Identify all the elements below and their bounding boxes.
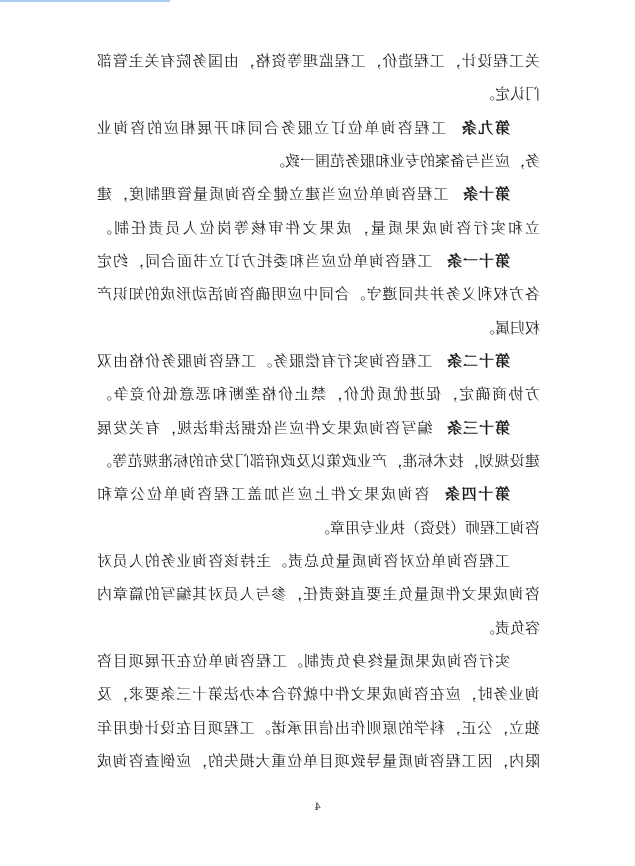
text-line: 关工程设计，工程造价，工程监理等资格，由国务院有关主管部 bbox=[97, 52, 540, 70]
article-line-13 bbox=[97, 412, 540, 445]
article-text: 工程咨询实行有偿服务。工程咨询服务价格由双 bbox=[97, 351, 433, 370]
article-heading: 第十一条 bbox=[445, 251, 510, 270]
article-heading: 第十三条 bbox=[445, 418, 510, 437]
article-line-14 bbox=[97, 478, 540, 511]
text-line: 方协商确定，促进优质优价，禁止价格垄断和恶意低价竞争。 bbox=[97, 385, 540, 404]
text-line: 权归属。 bbox=[479, 318, 540, 337]
article-heading: 第十条 bbox=[461, 185, 510, 204]
text-line: 建设规划，技术标准，产业政策以及政府部门发布的标准规范等。 bbox=[97, 451, 540, 470]
article-text: 工程咨询单位应当建立健全咨询质量管理制度，建 bbox=[97, 185, 449, 204]
scan-edge-mark bbox=[0, 0, 170, 2]
text-line: 立和实行咨询成果质量，成果文件审核等岗位人员责任制。 bbox=[97, 218, 540, 237]
text-line: 容负责。 bbox=[479, 618, 540, 637]
article-text: 工程咨询单位应当和委托方订立书面合同，约定 bbox=[97, 251, 433, 270]
text-line: 咨询成果文件质量负主要直接责任，参与人员对其编写的篇章内 bbox=[97, 585, 540, 604]
paragraph-first-line: 工程咨询单位对咨询质量负总责。主持该咨询业务的人员对 bbox=[97, 551, 510, 570]
text-line: 独立，公正，科学的原则作出信用承诺。工程项目在设计使用年 bbox=[97, 718, 540, 737]
article-line-9 bbox=[97, 112, 540, 145]
article-heading: 第十四条 bbox=[443, 485, 510, 504]
article-line-10 bbox=[97, 178, 540, 211]
text-line: 询业务时，应在咨询成果文件中就符合本办法第十三条要求，及 bbox=[97, 685, 540, 704]
article-line-12 bbox=[97, 345, 540, 378]
paragraph-first-line: 实行咨询成果质量终身负责制。工程咨询单位在开展项目咨 bbox=[97, 651, 510, 670]
text-line: 各方权利义务并共同遵守。合同中应明确咨询活动形成的知识产 bbox=[97, 285, 540, 304]
article-heading: 第十二条 bbox=[445, 351, 510, 370]
article-heading: 第九条 bbox=[459, 118, 510, 137]
document-body bbox=[97, 45, 540, 778]
text-line: 限内，因工程咨询质量导致项目单位重大损失的，应倒查咨询成 bbox=[97, 751, 540, 770]
text-line: 务，应当与备案的专业和服务范围一致。 bbox=[269, 151, 540, 170]
text-line: 咨询工程师（投资）执业专用章。 bbox=[314, 518, 540, 537]
article-text: 工程咨询单位订立服务合同和开展相应的咨询业 bbox=[97, 118, 447, 137]
article-line-11 bbox=[97, 245, 540, 278]
article-text: 编写咨询成果文件应当依据法律法规，有关发展 bbox=[97, 418, 433, 437]
article-text: 咨询成果文件上应当加盖工程咨询单位公章和 bbox=[97, 485, 430, 504]
text-line: 门认定。 bbox=[479, 85, 540, 104]
page-number: 4 bbox=[314, 802, 321, 813]
